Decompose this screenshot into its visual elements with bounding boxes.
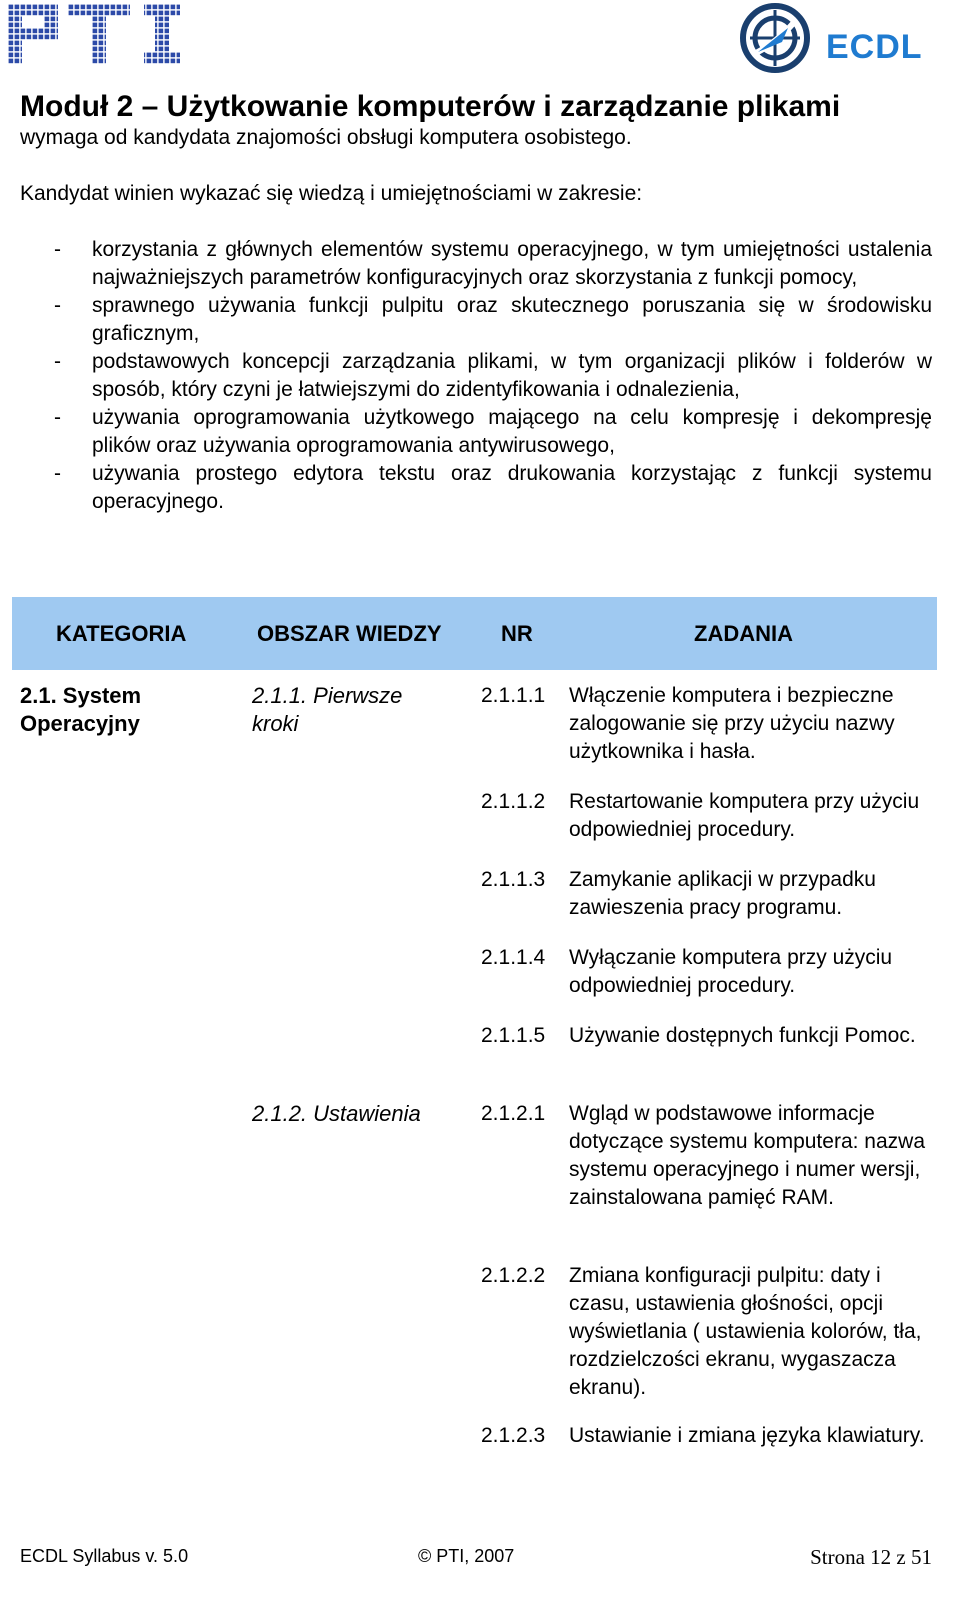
pti-logo: [8, 4, 182, 64]
list-item-text: sprawnego używania funkcji pulpitu oraz skutecznego poruszania się w środowisku graficznym,: [92, 294, 932, 345]
intro-text: Kandydat winien wykazać się wiedzą i umiejętnościami w zakresie:: [20, 182, 643, 205]
header-zadania: ZADANIA: [694, 621, 793, 646]
page-title: Moduł 2 – Użytkowanie komputerów i zarządzanie plikami: [20, 90, 841, 123]
task-number: 2.1.1.4: [481, 946, 546, 969]
list-item: [20, 348, 932, 404]
table-header: [12, 597, 937, 670]
task-text: Restartowanie komputera przy użyciu odpowiedniej procedury.: [569, 790, 920, 841]
task-text: Ustawianie i zmiana języka klawiatury.: [569, 1424, 925, 1447]
list-item: [20, 292, 932, 348]
ecdl-logo-text: ECDL: [826, 28, 923, 66]
list-dash: -: [54, 406, 61, 429]
list-item-text: używania prostego edytora tekstu oraz drukowania korzystając z funkcji systemu operacyjnego.: [92, 462, 932, 513]
list-item: [20, 236, 932, 292]
task-number: 2.1.1.3: [481, 868, 546, 891]
task-text: Zmiana konfiguracji pulpitu: daty i czasu, ustawienia głośności, opcji wyświetlania ( ustawienia kolorów, tła, rozdzielczości ekranu, wygaszacza ekranu).: [569, 1264, 922, 1399]
category-cell: 2.1. System Operacyjny: [20, 683, 142, 736]
task-number: 2.1.1.1: [481, 684, 546, 707]
area-cell: 2.1.2. Ustawienia: [252, 1101, 421, 1126]
ecdl-logo: [732, 2, 932, 74]
task-text: Zamykanie aplikacji w przypadku zawieszenia pracy programu.: [569, 868, 876, 919]
task-text: Wyłączanie komputera przy użyciu odpowiedniej procedury.: [569, 946, 893, 997]
list-item-text: korzystania z głównych elementów systemu operacyjnego, w tym umiejętności ustalenia najważniejszych parametrów konfiguracyjnych oraz skorzystania z funkcji pomocy,: [92, 238, 932, 289]
page-subtitle: wymaga od kandydata znajomości obsługi komputera osobistego.: [20, 126, 632, 149]
task-number: 2.1.1.2: [481, 790, 546, 813]
task-text: Używanie dostępnych funkcji Pomoc.: [569, 1024, 916, 1047]
header-obszar-wiedzy: OBSZAR WIEDZY: [257, 621, 442, 646]
list-item-text: używania oprogramowania użytkowego mającego na celu kompresję i dekompresję plików oraz używania oprogramowania antywirusowego,: [92, 406, 932, 457]
area-cell: 2.1.1. Pierwsze kroki: [252, 683, 403, 736]
footer-page-number: Strona 12 z 51: [810, 1545, 932, 1569]
list-dash: -: [54, 238, 61, 261]
task-number: 2.1.2.2: [481, 1264, 546, 1287]
list-item: [20, 460, 932, 516]
list-dash: -: [54, 462, 61, 485]
footer-syllabus: ECDL Syllabus v. 5.0: [20, 1546, 189, 1566]
task-text: Wgląd w podstawowe informacje dotyczące systemu komputera: nazwa systemu operacyjnego i numer wersji, zainstalowana pamięć RAM.: [569, 1102, 925, 1209]
requirements-list: [20, 236, 932, 516]
list-item-text: podstawowych koncepcji zarządzania plikami, w tym organizacji plików i folderów w sposób, który czyni je łatwiejszymi do zidentyfikowania i odnalezienia,: [92, 350, 932, 401]
header-nr: NR: [501, 621, 533, 646]
footer-copyright: © PTI, 2007: [418, 1546, 515, 1566]
list-dash: -: [54, 350, 61, 373]
ecdl-globe-icon: [738, 2, 812, 74]
task-number: 2.1.2.3: [481, 1424, 546, 1447]
task-text: Włączenie komputera i bezpieczne zalogowanie się przy użyciu nazwy użytkownika i hasła.: [569, 684, 895, 763]
list-item: [20, 404, 932, 460]
task-number: 2.1.1.5: [481, 1024, 546, 1047]
header-kategoria: KATEGORIA: [56, 621, 187, 646]
list-dash: -: [54, 294, 61, 317]
task-number: 2.1.2.1: [481, 1102, 546, 1125]
